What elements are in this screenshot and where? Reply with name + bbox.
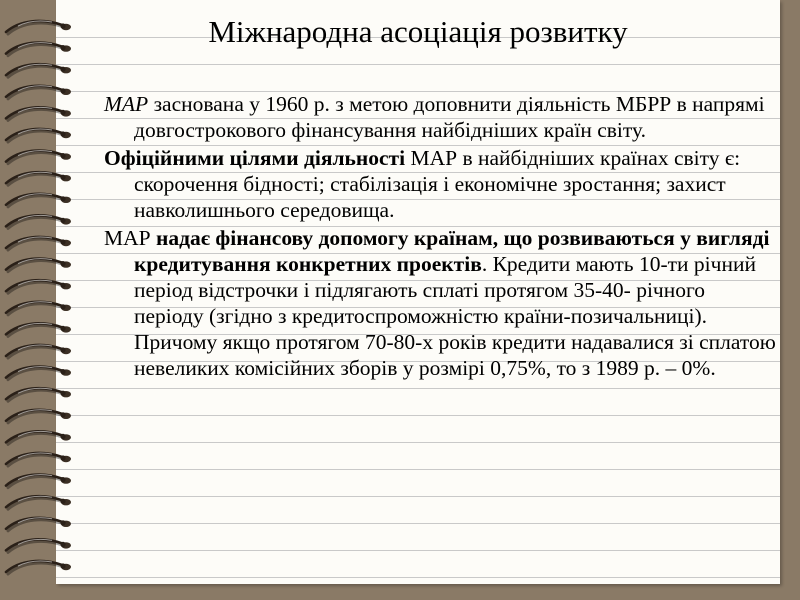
spiral-ring [6, 194, 71, 207]
paragraph-financing-subject: МАР [104, 226, 156, 250]
spiral-ring [6, 302, 71, 315]
spiral-ring [6, 237, 71, 250]
paragraph-financing-highlight: надає фінансову допомогу країнам, що розвиваються у вигляді кредитування конкретних проектів [134, 226, 770, 276]
spiral-binding [0, 0, 90, 600]
spiral-ring [6, 475, 71, 488]
spiral-ring [6, 410, 71, 423]
spiral-ring [6, 64, 71, 77]
paragraph-purpose-text: заснована у 1960 р. з метою доповнити діяльність МБРР в напрямі довгострокового фінансування найбідніших країн світу. [134, 92, 765, 142]
spiral-ring [6, 107, 71, 120]
spiral-ring [6, 453, 71, 466]
paragraph-goals [104, 145, 776, 223]
spiral-ring [6, 496, 71, 509]
spiral-ring [6, 323, 71, 336]
spiral-ring [6, 280, 71, 293]
paragraph-goals-heading: Офіційними цілями діяльності [104, 146, 406, 170]
spiral-ring [6, 518, 71, 531]
spiral-ring [6, 431, 71, 444]
paragraph-goals-text: МАР в найбідніших країнах світу є: скорочення бідності; стабілізація і економічне зростання; захист навколишнього середовища. [134, 146, 741, 222]
paragraph-purpose [104, 91, 776, 143]
spiral-ring [6, 345, 71, 358]
spiral-ring [6, 172, 71, 185]
spiral-ring [6, 86, 71, 99]
spiral-ring [6, 539, 71, 552]
spiral-ring [6, 388, 71, 401]
paragraph-financing [104, 225, 776, 381]
spiral-ring [6, 367, 71, 380]
slide-title: Міжнародна асоціація розвитку [208, 14, 628, 49]
paragraph-financing-text: . Кредити мають 10-ти річний період відстрочки і підлягають сплаті протягом 35-40- річного періоду (згідно з кредитоспроможністю країни-позичальниці). Причому якщо протягом 70-80-х років кредити надавалися зі сплатою невеликих комісійних зборів у розмірі 0,75%, то з 1989 р. – 0%. [134, 252, 776, 380]
spiral-ring [6, 129, 71, 142]
paragraph-purpose-abbr: МАР [104, 92, 149, 116]
spiral-ring [6, 151, 71, 164]
slide-body [104, 91, 776, 383]
spiral-ring [6, 561, 71, 574]
spiral-ring [6, 259, 71, 272]
spiral-ring [6, 215, 71, 228]
